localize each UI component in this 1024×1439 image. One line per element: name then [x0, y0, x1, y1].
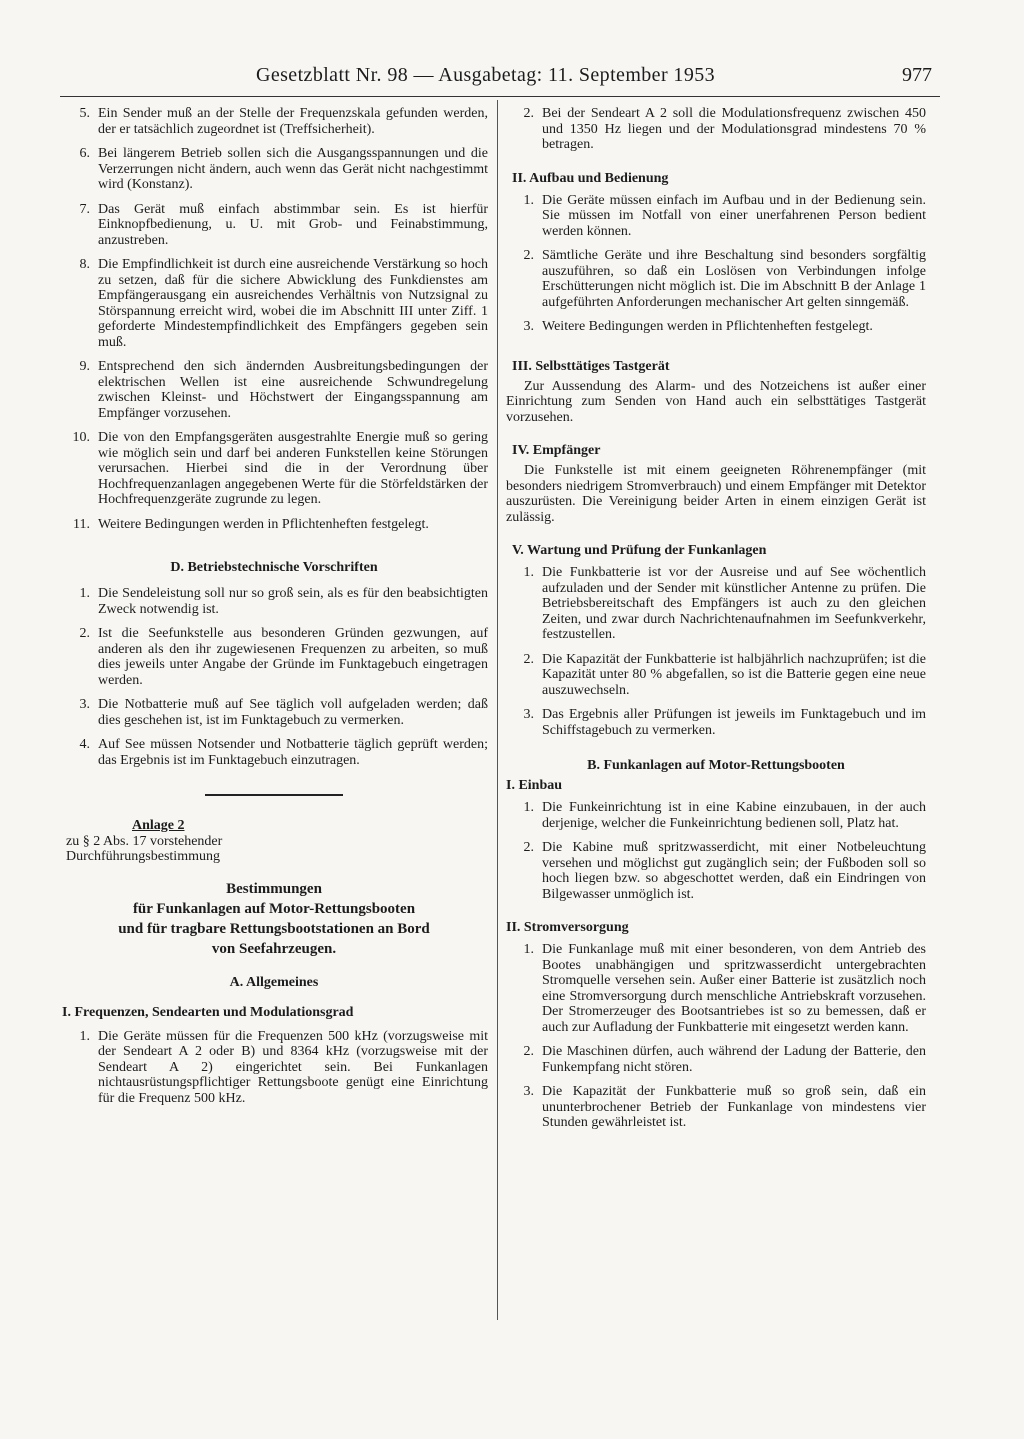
list-item: [60, 359, 488, 421]
list-item: [60, 586, 488, 617]
item-number: 3.: [79, 697, 90, 712]
list-item: [60, 697, 488, 728]
header-title: Gesetzblatt Nr. 98 — Ausgabetag: 11. September 1953: [256, 64, 716, 86]
section-b-sub1-heading: I. Einbau: [506, 778, 563, 793]
item-text: Die Kabine muß spritzwasserdicht, mit einer Notbeleuchtung versehen und möglichst gut zugänglich sein; der Fußboden soll so hoch liegen bzw. so abgeschottet werden, daß ein Eindringen von Bilgewasser unmöglich ist.: [542, 840, 926, 902]
section-v-heading: V. Wartung und Prüfung der Funkanlagen: [512, 543, 767, 558]
section-iii-heading: III. Selbsttätiges Tastgerät: [512, 358, 670, 374]
section-a-subheading: I. Frequenzen, Sendearten und Modulationsgrad: [62, 1004, 354, 1020]
anlage-ref-line2: Durchführungsbestimmung: [66, 849, 220, 864]
separator-rule: [205, 794, 343, 796]
list-item: [506, 652, 926, 699]
section-d-heading: D. Betriebstechnische Vorschriften: [170, 560, 378, 575]
page-header: [60, 62, 940, 97]
column-divider: [497, 100, 498, 1320]
item-number: 3.: [523, 707, 534, 722]
left-column: [60, 106, 488, 1106]
list-item: [60, 146, 488, 193]
item-text: Die Kapazität der Funkbatterie muß so groß sein, daß ein ununterbrochener Betrieb der Funkanlage von mindestens vier Stunden gewährleistet ist.: [542, 1084, 926, 1130]
list-item: [506, 106, 926, 153]
bestimmungen-line1: Bestimmungen: [226, 880, 322, 897]
page-number: 977: [902, 64, 932, 86]
item-number: 2.: [523, 651, 534, 667]
item-text: Das Ergebnis aller Prüfungen ist jeweils im Funktagebuch und im Schiffstagebuch zu vermerken.: [542, 707, 926, 738]
item-text: Die Maschinen dürfen, auch während der Ladung der Batterie, den Funkempfang nicht stören.: [542, 1044, 926, 1075]
item-text: Die Empfindlichkeit ist durch eine ausreichende Verstärkung so hoch zu setzen, daß für die sichere Abwicklung des Funkdienstes am Empfängerausgang ein ausreichendes Verhältnis von Nutzsignal zu Störspannung erreicht wird, wobei die im Abschnitt III unter Ziff. 1 geforderte Mindestempfindlichkeit des Empfängers gegeben sein muß.: [98, 257, 488, 350]
item-number: 4.: [79, 737, 90, 752]
list-item: [60, 202, 488, 249]
list-item: [506, 319, 926, 335]
section-b-sub2-heading: II. Stromversorgung: [506, 920, 629, 935]
list-item: [60, 430, 488, 508]
section-iv-heading: IV. Empfänger: [512, 443, 601, 458]
section-ii-heading: II. Aufbau und Bedienung: [512, 170, 669, 186]
item-number: 2.: [79, 626, 90, 641]
list-item: [506, 248, 926, 310]
bestimmungen-line3: und für tragbare Rettungsbootstationen an Bord: [118, 920, 430, 937]
list-item: [506, 1044, 926, 1075]
item-number: 3.: [523, 319, 534, 334]
item-text: Ein Sender muß an der Stelle der Frequenzskala gefunden werden, der er tatsächlich zugeordnet ist (Treffsicherheit).: [98, 106, 488, 137]
right-list-top: [506, 106, 926, 153]
item-text: Die Sendeleistung soll nur so groß sein, als es für den beabsichtigten Zweck notwendig ist.: [98, 586, 488, 617]
list-item: [506, 800, 926, 831]
section-d-list: [60, 586, 488, 768]
item-text: Die Geräte müssen einfach im Aufbau und in der Bedienung sein. Sie müssen im Notfall von einer unerfahrenen Person bedient werden können.: [542, 192, 926, 239]
list-item: [60, 517, 488, 533]
item-text: Die Geräte müssen für die Frequenzen 500 kHz (vorzugsweise mit der Sendeart A 2 oder B) und 8364 kHz (vorzugsweise mit der Sendeart A 2) eingerichtet sein. Bei Funkanlagen nichtausrüstungspflichtiger Rettungsboote genügt eine Einrichtung für die Frequenz 500 kHz.: [98, 1028, 488, 1106]
list-item: [506, 1084, 926, 1131]
section-a-heading: A. Allgemeines: [229, 974, 319, 990]
section-iii-text: Zur Aussendung des Alarm- und des Notzeichens ist außer einer Einrichtung zum Senden von Hand auch ein selbsttätiges Tastgerät vorzusehen.: [506, 378, 926, 425]
item-number: 2.: [523, 248, 534, 263]
item-text: Das Gerät muß einfach abstimmbar sein. Es ist hierfür Einknopfbedienung, u. U. mit Grob- und Feinabstimmung, anzustreben.: [98, 201, 488, 248]
list-item: [60, 1029, 488, 1107]
list-item: [506, 565, 926, 643]
item-text: Weitere Bedingungen werden in Pflichtenheften festgelegt.: [542, 319, 873, 334]
item-number: 1.: [523, 942, 534, 957]
list-item: [60, 257, 488, 350]
item-number: 1.: [523, 192, 534, 208]
item-number: 5.: [79, 106, 90, 121]
section-v-list: [506, 565, 926, 738]
right-column: [506, 106, 926, 1131]
anlage-block: [60, 818, 488, 865]
section-ii-list: [506, 193, 926, 335]
list-item: [60, 626, 488, 688]
item-text: Sämtliche Geräte und ihre Beschaltung sind besonders sorgfältig auszuführen, so daß ein Loslösen von Verbindungen infolge Erschütterungen nicht möglich ist. Die im Abschnitt B der Anlage 1 aufgeführten Anforderungen mechanischer Art gelten sinngemäß.: [542, 248, 926, 310]
section-a-list: [60, 1029, 488, 1107]
section-iv-text: Die Funkstelle ist mit einem geeigneten Röhrenempfänger (mit besonders niedrigem Stromverbrauch) und einem Empfänger mit Detektor auszurüsten. Die Vereinigung beider Arten in einem einzigen Gerät ist zulässig.: [506, 463, 926, 525]
item-number: 10.: [72, 430, 90, 445]
item-number: 1.: [523, 565, 534, 580]
item-text: Auf See müssen Notsender und Notbatterie täglich geprüft werden; das Ergebnis ist im Funktagebuch einzutragen.: [98, 737, 488, 768]
left-list-top: [60, 106, 488, 532]
item-text: Die Funkanlage muß mit einer besonderen, von dem Antrieb des Bootes unabhängigen und spritzwasserdicht untergebrachten Stromquelle versehen sein. Außer einer Batterie ist zusätzlich noch eine Stromversorgung durch menschliche Antriebskraft vorzusehen. Der Stromerzeuger des Bootsantriebes ist so zu bemessen, daß er auch zur Aufladung der Funkbatterie mit eingesetzt werden kann.: [542, 942, 926, 1035]
list-item: [506, 707, 926, 738]
item-number: 1.: [523, 800, 534, 815]
item-text: Die Kapazität der Funkbatterie ist halbjährlich nachzuprüfen; ist die Kapazität unter 80 % abgefallen, so ist die Batterie gegen eine neue auszuwechseln.: [542, 651, 926, 698]
item-number: 1.: [79, 1028, 90, 1044]
item-number: 9.: [79, 359, 90, 374]
item-number: 11.: [73, 516, 90, 532]
item-text: Die Funkbatterie ist vor der Ausreise und auf See wöchentlich aufzuladen und der Sender mit künstlicher Antenne zu prüfen. Die Betriebsbereitschaft des Empfängers ist auch zu den gleichen Zeiten, und zwar durch Nachrichtenaufnahmen im Seefunkverkehr, festzustellen.: [542, 565, 926, 642]
section-b-heading: B. Funkanlagen auf Motor-Rettungsbooten: [587, 758, 845, 773]
item-text: Ist die Seefunkstelle aus besonderen Gründen gezwungen, auf anderen als den ihr zugewiesenen Frequenzen zu arbeiten, so muß dies jeweils unter Angabe der Gründe im Funktagebuch eingetragen werden.: [98, 626, 488, 688]
bestimmungen-title: [60, 879, 488, 959]
item-text: Die Notbatterie muß auf See täglich voll aufgeladen werden; daß dies geschehen ist, ist im Funktagebuch zu vermerken.: [98, 697, 488, 728]
list-item: [60, 737, 488, 768]
item-text: Weitere Bedingungen werden in Pflichtenheften festgelegt.: [98, 516, 429, 532]
section-b-sub1-list: [506, 800, 926, 902]
bestimmungen-line2: für Funkanlagen auf Motor-Rettungsbooten: [132, 900, 416, 917]
item-text: Die von den Empfangsgeräten ausgestrahlte Energie muß so gering wie möglich sein und darf bei anderen Funkstellen keine Störungen verursachen. Hierbei sind die in der Verordnung über Hochfrequenzanlagen angegebenen Werte für die Störfeldstärken der Hochfrequenzgeräte zugrunde zu legen.: [98, 430, 488, 507]
item-text: Bei längerem Betrieb sollen sich die Ausgangsspannungen und die Verzerrungen nicht ändern, auch wenn das Gerät nicht nachgestimmt wird (Konstanz).: [98, 146, 488, 192]
anlage-ref-line1: zu § 2 Abs. 17 vorstehender: [66, 833, 223, 849]
item-number: 7.: [79, 201, 90, 217]
list-item: [506, 942, 926, 1035]
item-text: Die Funkeinrichtung ist in eine Kabine einzubauen, in der auch derjenige, welcher die Funkeinrichtung bedienen soll, Platz hat.: [542, 800, 926, 831]
item-number: 1.: [79, 586, 90, 601]
item-number: 8.: [79, 257, 90, 272]
anlage-title: Anlage 2: [132, 818, 185, 833]
item-number: 2.: [523, 106, 534, 121]
item-text: Bei der Sendeart A 2 soll die Modulationsfrequenz zwischen 450 und 1350 Hz liegen und der Modulationsgrad mindestens 70 % betragen.: [542, 106, 926, 152]
item-number: 2.: [523, 840, 534, 855]
list-item: [60, 106, 488, 137]
list-item: [506, 193, 926, 240]
item-number: 3.: [523, 1084, 534, 1099]
bestimmungen-line4: von Seefahrzeugen.: [211, 940, 337, 957]
item-text: Entsprechend den sich ändernden Ausbreitungsbedingungen der elektrischen Wellen ist eine ausreichende Schwundregelung zwischen Kleinst- und Höchstwert der Eingangsspannung am Empfänger vorzusehen.: [98, 359, 488, 421]
item-number: 2.: [523, 1044, 534, 1059]
item-number: 6.: [79, 146, 90, 161]
section-b-sub2-list: [506, 942, 926, 1131]
list-item: [506, 840, 926, 902]
